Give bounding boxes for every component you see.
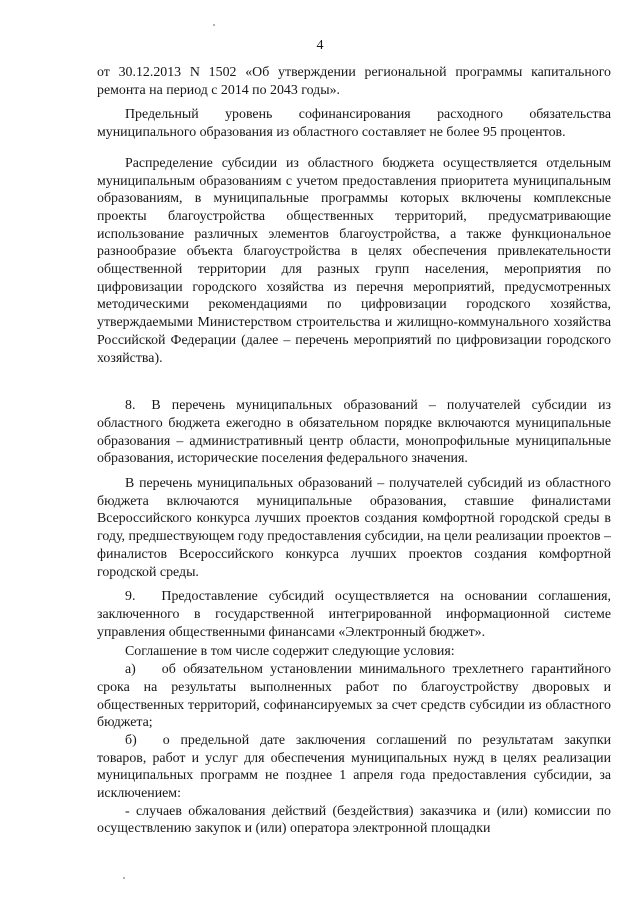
paragraph-exception-appeals: - случаев обжалования действий (бездействия) заказчика и (или) комиссии по осуществлению закупок и (или) оператора электронной площадки xyxy=(97,803,611,837)
scan-speck xyxy=(123,877,125,879)
paragraph-item-8 xyxy=(97,397,611,468)
item-number-9: 9. xyxy=(125,589,136,605)
item-8-text: В перечень муниципальных образований – получателей субсидии из областного бюджета ежегодно в обязательном порядке включаются муниципальные образования – административный центр области, монопрофильные муниципальные образования, исторические поселения федерального значения. xyxy=(97,398,611,467)
condition-b-text: о предельной дате заключения соглашений по результатам закупки товаров, работ и услуг для обеспечения муниципальных нужд в целях реализации муниципальных программ не позднее 1 апреля года предоставления субсидии, за исключением: xyxy=(97,732,611,802)
page-number: 4 xyxy=(316,38,324,53)
paragraph-item-9 xyxy=(97,588,611,641)
paragraph-program-reference: от 30.12.2013 N 1502 «Об утверждении региональной программы капитального ремонта на период с 2014 по 2043 годы». xyxy=(97,65,611,98)
condition-a-text: об обязательном установлении минимального трехлетнего гарантийного срока на результаты выполненных работ по благоустройству дворовых и общественных территорий, софинансируемых за счет средств субсидии из областного бюджета; xyxy=(97,662,611,731)
paragraph-subsidy-distribution: Распределение субсидии из областного бюджета осуществляется отдельным муниципальным образованиям с учетом предоставления приоритета муниципальным образованиям, в муниципальные программы которых включены комплексные проекты благоустройства общественных территорий, предусматривающие использование различных элементов благоустройства, а также функциональное разнообразие объекта благоустройства в целях обеспечения привлекательности общественной территории для разных групп населения, мероприятия по цифровизации городского хозяйства из перечня мероприятий, предусмотренных методическими рекомендациями по цифровизации городского хозяйства, утверждаемыми Министерством строительства и жилищно-коммунального хозяйства Российской Федерации (далее – перечень мероприятий по цифровизации городского хозяйства). xyxy=(97,155,611,366)
item-9-text: Предоставление субсидий осуществляется на основании соглашения, заключенного в государственной интегрированной информационной системе управления общественными финансами «Электронный бюджет». xyxy=(97,589,611,640)
scan-speck xyxy=(213,24,215,26)
paragraph-condition-a xyxy=(97,661,611,732)
item-number-8: 8. xyxy=(125,398,136,414)
paragraph-cofinancing-limit: Предельный уровень софинансирования расходного обязательства муниципального образования из областного составляет не более 95 процентов. xyxy=(97,107,611,141)
paragraph-condition-b xyxy=(97,732,611,803)
paragraph-contest-finalists: В перечень муниципальных образований – получателей субсидий из областного бюджета включаются муниципальные образования, ставшие финалистами Всероссийского конкурса лучших проектов создания комфортной городской среды в году, предшествующем году предоставления субсидии, на цели реализации проектов – финалистов Всероссийского конкурса лучших проектов создания комфортной городской среды. xyxy=(97,476,611,580)
document-body xyxy=(97,64,611,838)
condition-b-marker: б) xyxy=(125,732,137,748)
paragraph-agreement-conditions: Соглашение в том числе содержит следующие условия: xyxy=(125,644,455,660)
condition-a-marker: а) xyxy=(125,662,136,678)
